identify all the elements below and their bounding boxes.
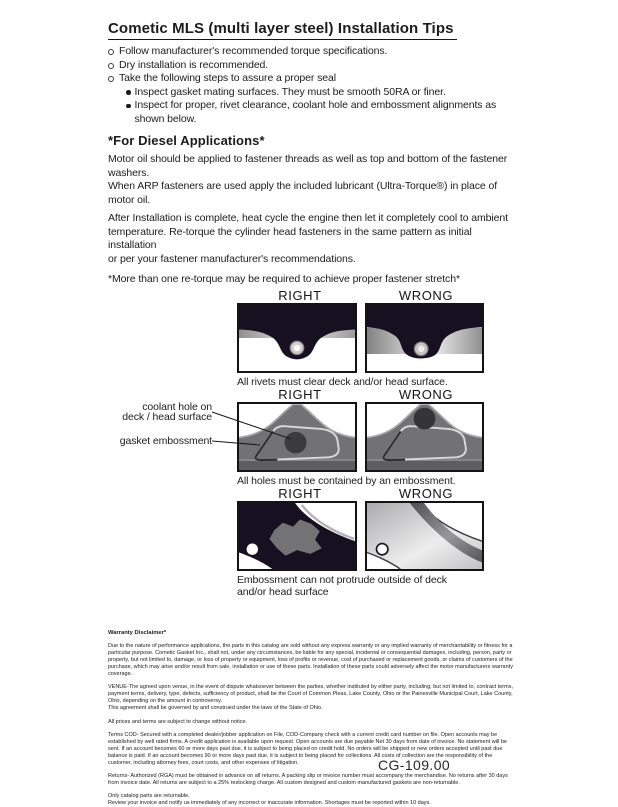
figure-labels [237,388,489,401]
figure-rivet-clearance [108,289,518,388]
disclaimer-paragraph: VENUE-The agreed upon venue, in the event of dispute whatsoever between the parties, whether instituted by either party, including, but not limited to, contract terms, payment terms, delivery, type, defects, sufficiency of product, shall be the Court of Common Pleas, Lake County, Ohio or the Painesville Municipal Court, Lake County, Ohio, depending on the amount in controversy. [108,684,517,705]
caption-line: and/or head surface [237,586,487,598]
figure-embossment-protrusion [108,487,518,598]
rivet-right-diagram [237,303,357,373]
retorque-note: *More than one re-torque may be required to achieve proper fastener stretch* [108,273,518,287]
paragraph-line: temperature. Re-torque the cylinder head fasteners in the same pattern as initial installation [108,226,518,253]
bullet-icon [108,76,114,82]
right-label: RIGHT [237,388,363,401]
sub-list-item-text: Inspect for proper, rivet clearance, coolant hole and embossment alignments as shown below. [135,99,519,126]
figure-labels [237,487,489,500]
sub-list-item [126,99,518,126]
page-code: CG-109.00 [378,757,450,773]
embossment-right-diagram [237,402,357,472]
disclaimer-paragraph: Only catalog parts are returnable. [108,793,517,800]
wrong-label: WRONG [363,289,489,302]
disclaimer-paragraph: This agreement shall be governed by and construed under the laws of the State of Ohio. [108,705,517,712]
caption-line: Embossment can not protrude outside of deck [237,574,487,586]
paragraph-line: When ARP fasteners are used apply the included lubricant (Ultra-Torque®) in place of motor oil. [108,180,518,207]
heat-cycle-paragraph [108,212,518,266]
disclaimer-paragraph: Due to the nature of performance applications, the parts in this catalog are sold without any express warranty or any implied warranty of merchantability or fitness for a particular purpose. Cometic Gasket Inc., shall not, under any circumstances, be liable for any special, incidental or consequential damages, including, person, party or property, but not limited to, damage, or loss of property or equipment, loss of profits or revenue, cost of purchased or replacement goods, or claims of customers of the purchase, which may arise and/or result from sale, installation or use of these parts. Installation of these parts could adversely affect the motor manufacturers warranty coverage. [108,643,517,678]
bullet-icon [108,49,114,55]
figure-panels [237,303,518,373]
list-item-text: Follow manufacturer's recommended torque specifications. [119,45,387,59]
disclaimer-paragraph: All prices and terms are subject to change without notice. [108,719,517,726]
list-item-text: Take the following steps to assure a proper seal [119,72,336,86]
warranty-disclaimer [108,630,517,807]
paragraph-line: After Installation is complete, heat cycle the engine then let it completely cool to ambient [108,212,518,226]
diesel-applications-heading: *For Diesel Applications* [108,133,518,148]
list-item [108,72,518,86]
callout-line: deck / head surface [108,412,212,422]
bullet-icon [108,63,114,69]
installation-tips-list [108,45,518,126]
warranty-disclaimer-heading: Warranty Disclaimer* [108,630,517,637]
paragraph-line: Motor oil should be applied to fastener threads as well as top and bottom of the fastener washers. [108,153,518,180]
disclaimer-paragraph: Returns- Authorized (RGA) must be obtained in advance on all returns. A packing slip or invoice number must accompany the merchandise. No returns after 30 days from invoice date. All returns are subject to a 25% restocking charge. All custom designed and custom manufactured gaskets are non-returnable. [108,773,517,787]
dot-bullet-icon [126,104,131,109]
figure-hole-embossment [108,388,518,487]
sub-list-item-text: Inspect gasket mating surfaces. They must be smooth 50RA or finer. [135,86,446,100]
diagram-figures [108,289,518,598]
page-title: Cometic MLS (multi layer steel) Installation Tips [108,20,457,40]
gasket-embossment-callout: gasket embossment [108,436,212,446]
figure-labels [237,289,489,302]
right-label: RIGHT [237,289,363,302]
page-content [108,20,518,807]
paragraph-line: or per your fastener manufacturer's recommendations. [108,253,518,267]
coolant-hole-callout [108,402,212,422]
rivet-wrong-diagram [365,303,484,373]
list-item-text: Dry installation is recommended. [119,59,268,73]
sub-list-item [126,86,518,100]
embossment-wrong-diagram [365,402,484,472]
wrong-label: WRONG [363,487,489,500]
figure-panels [237,501,518,571]
list-item [108,59,518,73]
protrusion-right-diagram [237,501,357,571]
protrusion-wrong-diagram [365,501,484,571]
wrong-label: WRONG [363,388,489,401]
right-label: RIGHT [237,487,363,500]
callout-line: coolant hole on [108,402,212,412]
list-item [108,45,518,59]
disclaimer-paragraph: Terms COD- Secured with a completed dealer/jobber application on File, COD-Company check with a current credit card number on file. Open accounts may be established by well rated firms. A credit application is available upon request. Open accounts are due payable Net 30 days from date of invoice. No statement will be sent. If an account becomes 60 or more days past due, it is subject to being placed on credit hold. No orders will be shipped or new orders accepted until past due balance is paid. If an account becomes 90 or more days past due, it is subject to being placed for collections. All costs of collection are the responsibility of the customer, including attorney fees, court costs, and other expenses of litigation. [108,732,517,767]
motor-oil-paragraph [108,153,518,207]
figure-caption [237,574,487,598]
figure-caption: All rivets must clear deck and/or head surface. [237,376,518,388]
figure-caption: All holes must be contained by an embossment. [237,475,518,487]
disclaimer-paragraph: Review your invoice and notify us immediately of any incorrect or inaccurate information. Shortages must be reported within 10 days. [108,800,517,807]
dot-bullet-icon [126,90,131,95]
figure-panels [237,402,518,472]
